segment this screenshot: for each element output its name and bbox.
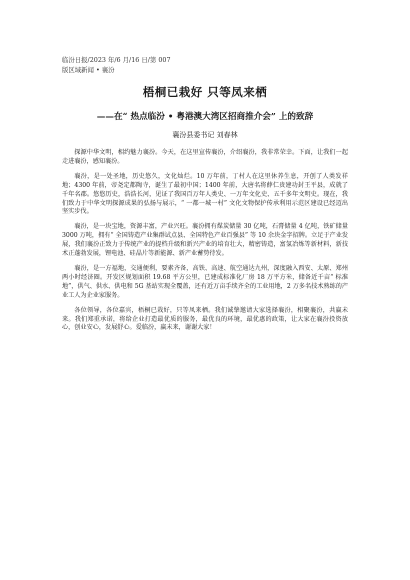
paragraph: 襄汾，是一块宝地，资源丰富，产业兴旺。襄汾拥有煤炭储量 30 亿吨，石膏储量 4 亿吨，铁矿储量 3000 万吨，拥有“ 全国铸造产业集群试点县、全国特色产业百强县” 等 10 余块金字招牌。立足于产业发展，我们襄汾正致力于传统产业的提档升级和新兴产业的培育壮大，精密铸造，富氢冶炼等新材料，新技术正蓬勃发展，锂电池、硅晶片等新能源、新产业蓄势待发。 bbox=[62, 223, 348, 258]
article-subtitle: ——在“ 热点临汾 • 粤港澳大湾区招商推介会” 上的致辞 bbox=[96, 112, 314, 122]
paragraph: 襄汾，是一处圣地，历史悠久，文化灿烂。10 万年前，丁村人在这里休养生息，开创了人类发祥地；4300 年前，帝尧定都陶寺，诞生了最初中国；1400 年前，大唐名将薛仁贵建功封王平县，成就了千年名郡。悠悠历史，浩浩长河，见证了我国百万年人类史、一万年文化史、五千多年文明史。现在，我们致力于中华文明探源成果的弘扬与展示，“ 一都一城一村” 文化文物保护传承利用示范区建设已经迈出坚实步伐。 bbox=[62, 172, 348, 216]
article-body bbox=[62, 149, 348, 339]
paragraph: 各位领导，各位嘉宾，梧桐已栽好，只等凤来栖。我们诚挚邀请大家选择襄汾，相聚襄汾，共赢未来。我们郑重承诺，将给企业打造最优质的服务，最优良的环境，最优惠的政策，让大家在襄汾投资放心，创业安心，发展舒心。爱临汾，赢未来，谢谢大家！ bbox=[62, 306, 348, 332]
article-title: 梧桐已栽好 只等凤来栖 bbox=[142, 85, 268, 99]
paragraph: 探源中华文明，相约魅力襄汾。今天，在这里宣传襄汾，介绍襄汾，我非常荣幸。下面，让我们一起走进襄汾，感知襄汾。 bbox=[62, 149, 348, 165]
article-byline: 襄汾县委书记 刘春林 bbox=[172, 131, 238, 139]
source-line: 临汾日报/2023 年/6 月/16 日/第 007 bbox=[62, 56, 171, 64]
section-line: 版区域新闻 • 襄汾 bbox=[62, 66, 115, 74]
paragraph: 襄汾，是一方福地，交通便利，要素齐备，高铁、高速、航空通达九州，深度融入西安、太原、郑州两小时经济圈。开发区规划面积 19.68 平方公里，已建成标准化厂房 18 万平方米，储备近千亩“ 标准地”，供气、供水、供电和 5G 基站实现全覆盖，还有近万亩手续齐全的工业用地，2 万多名技术熟练的产业工人为企业家服务。 bbox=[62, 264, 348, 299]
